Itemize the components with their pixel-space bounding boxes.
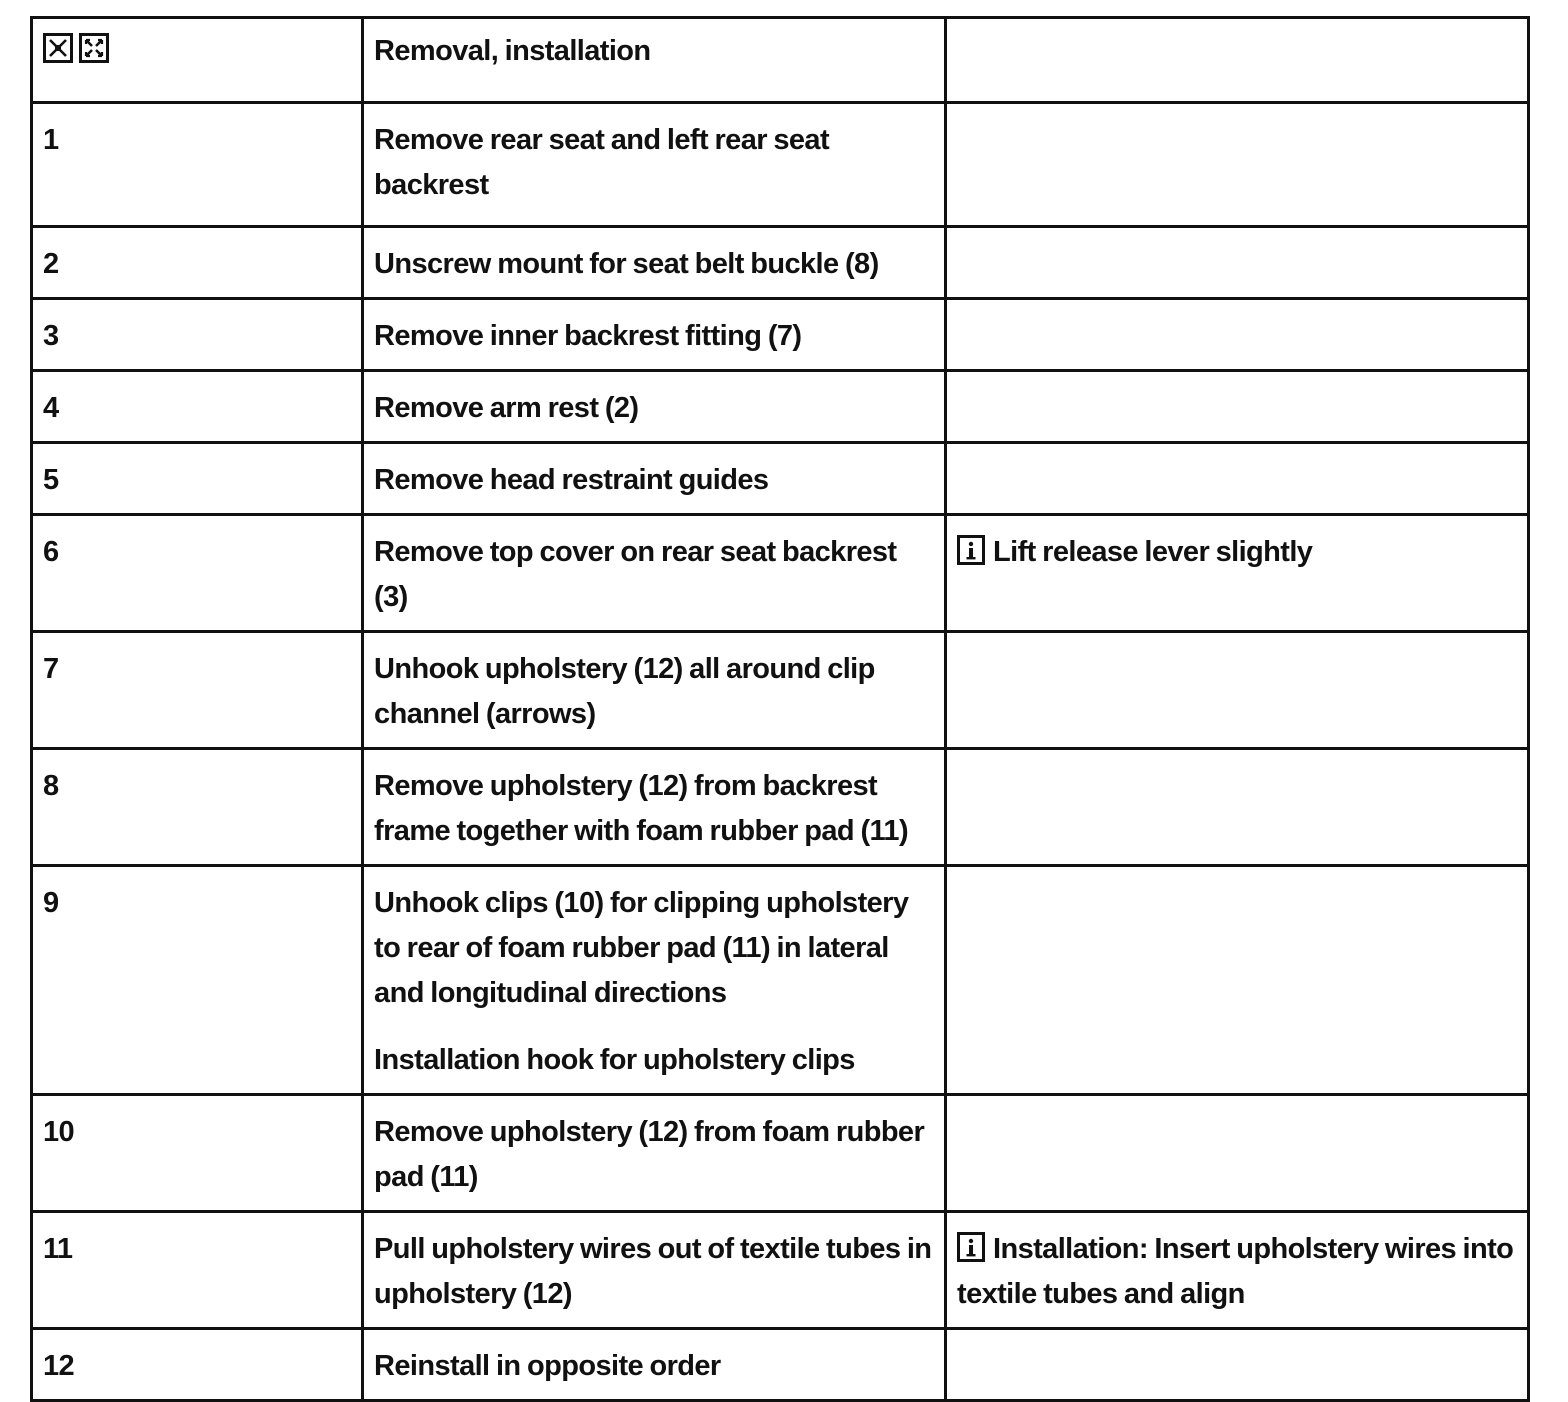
step-action: Remove rear seat and left rear seat backrest <box>363 103 946 227</box>
table-row <box>32 103 1529 227</box>
table-row <box>32 1095 1529 1212</box>
step-action: Remove inner backrest fitting (7) <box>363 299 946 371</box>
step-note <box>946 103 1529 227</box>
table-row <box>32 1329 1529 1401</box>
step-action: Unhook clips (10) for clipping upholstery to rear of foam rubber pad (11) in lateral and longitudinal directions <box>374 887 909 1009</box>
step-note-cell <box>946 515 1529 632</box>
step-action: Unhook upholstery (12) all around clip channel (arrows) <box>363 632 946 749</box>
step-action-extra: Installation hook for upholstery clips <box>374 1044 855 1076</box>
step-action: Remove top cover on rear seat backrest (3) <box>363 515 946 632</box>
step-action-cell <box>363 866 946 1095</box>
info-icon <box>957 1232 985 1262</box>
header-row <box>32 18 1529 103</box>
table-row <box>32 371 1529 443</box>
table-row <box>32 299 1529 371</box>
procedure-table <box>30 16 1530 1402</box>
step-action: Remove arm rest (2) <box>363 371 946 443</box>
step-number: 9 <box>32 866 363 1095</box>
step-note <box>946 299 1529 371</box>
step-action: Remove upholstery (12) from backrest frame together with foam rubber pad (11) <box>363 749 946 866</box>
step-note <box>946 1329 1529 1401</box>
tool-icon-group <box>43 33 109 63</box>
step-action: Remove head restraint guides <box>363 443 946 515</box>
table-row <box>32 227 1529 299</box>
step-note: Lift release lever slightly <box>993 536 1313 568</box>
step-note: Installation: Insert upholstery wires into textile tubes and align <box>957 1233 1514 1310</box>
step-action: Unscrew mount for seat belt buckle (8) <box>363 227 946 299</box>
step-note <box>946 371 1529 443</box>
header-icons-cell <box>32 18 363 103</box>
step-note <box>946 1095 1529 1212</box>
step-number: 1 <box>32 103 363 227</box>
step-number: 8 <box>32 749 363 866</box>
table-row <box>32 866 1529 1095</box>
step-number: 3 <box>32 299 363 371</box>
step-action: Remove upholstery (12) from foam rubber pad (11) <box>363 1095 946 1212</box>
header-note-cell <box>946 18 1529 103</box>
step-note <box>946 632 1529 749</box>
step-number: 5 <box>32 443 363 515</box>
step-number: 10 <box>32 1095 363 1212</box>
step-number: 6 <box>32 515 363 632</box>
step-number: 11 <box>32 1212 363 1329</box>
step-note <box>946 443 1529 515</box>
step-note <box>946 749 1529 866</box>
table-row <box>32 1212 1529 1329</box>
table-row <box>32 632 1529 749</box>
installation-tool-icon <box>79 33 109 63</box>
step-action: Reinstall in opposite order <box>363 1329 946 1401</box>
table-row <box>32 443 1529 515</box>
step-number: 12 <box>32 1329 363 1401</box>
removal-tool-icon <box>43 33 73 63</box>
info-icon <box>957 535 985 565</box>
step-note <box>946 866 1529 1095</box>
step-note-cell <box>946 1212 1529 1329</box>
table-row <box>32 515 1529 632</box>
step-number: 4 <box>32 371 363 443</box>
step-note <box>946 227 1529 299</box>
header-title: Removal, installation <box>363 18 946 103</box>
step-number: 2 <box>32 227 363 299</box>
step-number: 7 <box>32 632 363 749</box>
step-action: Pull upholstery wires out of textile tubes in upholstery (12) <box>363 1212 946 1329</box>
table-row <box>32 749 1529 866</box>
